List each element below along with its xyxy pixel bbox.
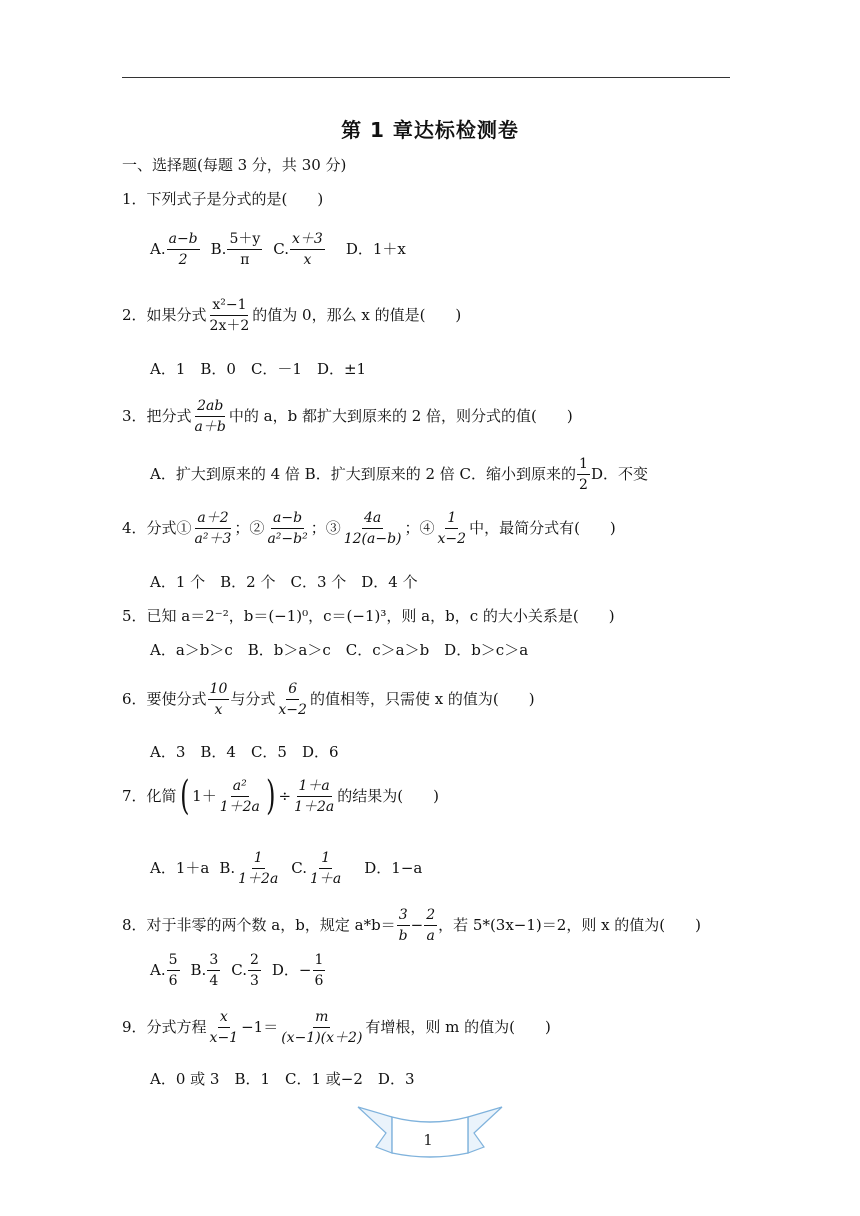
question-9-options: A．0 或 3 B．1 C．1 或−2 D．3	[150, 1070, 415, 1088]
denominator: a²−b²	[267, 531, 308, 547]
fraction-4	[436, 511, 469, 546]
option-c-label: C.	[273, 240, 289, 258]
question-2-fraction	[208, 298, 252, 333]
question-7-suffix: 的结果为( )	[337, 786, 439, 805]
section-heading: 一、选择题(每题 3 分，共 30 分)	[122, 156, 347, 174]
option-a-label: A.	[150, 961, 166, 979]
question-9-suffix: 有增根，则 m 的值为( )	[365, 1018, 551, 1036]
question-2-stem	[122, 298, 461, 333]
denominator: x	[214, 702, 223, 718]
fraction-2	[265, 511, 309, 546]
numerator: 1＋a	[297, 779, 332, 797]
option-c-label: C.	[231, 961, 247, 979]
question-3-fraction	[193, 399, 228, 434]
option-b-label: B.	[219, 859, 236, 877]
question-2-suffix: 的值为 0，那么 x 的值是( )	[252, 306, 462, 324]
numerator: 4a	[362, 511, 383, 529]
question-8-suffix: ，若 5*(3x−1)＝2，则 x 的值为( )	[438, 916, 702, 934]
question-6-prefix: 6．要使分式	[122, 690, 207, 708]
question-5-stem: 5．已知 a＝2⁻²，b＝(−1)⁰，c＝(−1)³，则 a，b，c 的大小关系是( )	[122, 607, 615, 625]
option-a-fraction	[167, 232, 200, 267]
question-8-prefix: 8．对于非零的两个数 a，b，规定 a*b＝	[122, 916, 396, 934]
option-b-fraction	[227, 232, 262, 267]
outer-fraction	[292, 779, 336, 814]
denominator: b	[398, 928, 408, 944]
inner-term: 1＋	[192, 786, 217, 805]
numerator: 5	[167, 953, 180, 971]
option-c-fraction	[308, 851, 343, 886]
denominator: 6	[314, 973, 324, 989]
denominator: 1＋a	[310, 871, 342, 887]
numerator: a＋2	[195, 511, 230, 529]
fraction-1	[208, 1010, 241, 1045]
option-a: A．1＋a	[150, 859, 210, 877]
denominator: x	[303, 252, 312, 268]
numerator: 1	[313, 953, 326, 971]
option-d: D．不变	[590, 465, 648, 483]
denominator: x−2	[437, 531, 467, 547]
right-parenthesis: )	[265, 773, 276, 819]
question-3-options	[150, 457, 648, 492]
denominator: x−1	[209, 1030, 239, 1046]
question-1-stem: 1．下列式子是分式的是( )	[122, 190, 324, 208]
fraction-1	[208, 682, 230, 717]
denominator: π	[240, 252, 250, 268]
denominator: a	[426, 928, 435, 944]
option-c-fraction	[248, 953, 261, 988]
header-rule	[122, 77, 730, 78]
option-a-fraction	[167, 953, 180, 988]
denominator: 1＋2a	[219, 798, 260, 815]
denominator: (x−1)(x＋2)	[281, 1030, 363, 1046]
numerator: m	[313, 1010, 330, 1028]
question-4-suffix: 中，最简分式有( )	[469, 519, 616, 537]
denominator: x−2	[278, 702, 307, 718]
half-fraction	[577, 457, 590, 492]
option-c-fraction	[290, 232, 325, 267]
numerator: 2	[248, 953, 261, 971]
question-6-suffix: 的值相等，只需使 x 的值为( )	[309, 690, 535, 708]
fraction-2	[279, 1010, 364, 1045]
page-title: 第 1 章达标检测卷	[341, 118, 519, 142]
question-7-stem	[122, 773, 439, 819]
denominator: 4	[209, 973, 219, 989]
numerator: a−b	[271, 511, 304, 529]
numerator: 2ab	[195, 399, 225, 417]
denominator: 6	[168, 973, 178, 989]
question-3-suffix: 中的 a，b 都扩大到原来的 2 倍，则分式的值( )	[228, 407, 573, 425]
numerator: 10	[208, 682, 230, 700]
numerator: a²	[231, 779, 249, 797]
option-d-label: D．−	[271, 961, 312, 979]
denominator: 2	[579, 477, 588, 493]
option-d-fraction	[313, 953, 326, 988]
numerator: 1	[445, 511, 458, 529]
left-parenthesis: (	[179, 773, 190, 819]
numerator: 3	[397, 908, 410, 926]
denominator: 1＋2a	[294, 798, 335, 815]
question-3-prefix: 3．把分式	[122, 407, 192, 425]
question-9-middle: −1＝	[241, 1018, 279, 1036]
question-3-stem	[122, 399, 573, 434]
denominator: a＋b	[194, 419, 226, 435]
fraction-1	[193, 511, 234, 546]
separator: ；④	[404, 519, 435, 537]
divide-sign: ÷	[278, 786, 292, 805]
question-2-options: A．1 B．0 C．－1 D．±1	[150, 360, 367, 378]
option-c-label: C.	[291, 859, 308, 877]
numerator: 1	[252, 851, 265, 869]
numerator: 5＋y	[227, 232, 262, 250]
question-4-options: A．1 个 B．2 个 C．3 个 D．4 个	[150, 573, 418, 591]
question-9-prefix: 9．分式方程	[122, 1018, 207, 1036]
separator: ；②	[234, 519, 265, 537]
option-d: D．1−a	[364, 859, 423, 877]
question-8-stem	[122, 908, 701, 943]
numerator: 2	[424, 908, 437, 926]
numerator: 1	[319, 851, 332, 869]
question-7-prefix: 7．化简	[122, 786, 177, 805]
denominator: 12(a−b)	[343, 531, 402, 547]
question-8-options	[150, 953, 326, 988]
denominator: a²＋3	[194, 531, 232, 547]
denominator: 1＋2a	[238, 871, 279, 887]
fraction-2	[424, 908, 437, 943]
question-9-stem	[122, 1010, 551, 1045]
fraction-3	[342, 511, 404, 546]
question-4-prefix: 4．分式①	[122, 519, 192, 537]
denominator: 2x＋2	[209, 318, 250, 334]
numerator: 3	[207, 953, 220, 971]
minus-sign: −	[410, 916, 424, 934]
option-b-label: B.	[210, 240, 227, 258]
fraction-1	[397, 908, 410, 943]
numerator: 6	[286, 682, 299, 700]
inner-fraction	[218, 779, 262, 814]
numerator: x	[218, 1010, 230, 1028]
separator: ；③	[310, 519, 341, 537]
option-d: D．1＋x	[345, 240, 406, 258]
fraction-2	[276, 682, 309, 717]
denominator: 2	[178, 252, 188, 268]
numerator: x²−1	[210, 298, 248, 316]
question-6-middle: 与分式	[230, 690, 276, 708]
question-4-stem	[122, 511, 616, 546]
question-5-options: A．a＞b＞c B．b＞a＞c C．c＞a＞b D．b＞c＞a	[150, 641, 529, 659]
numerator: a−b	[167, 232, 200, 250]
numerator: 1	[577, 457, 590, 475]
question-6-options: A．3 B．4 C．5 D．6	[150, 743, 339, 761]
denominator: 3	[249, 973, 259, 989]
page-number: 1	[423, 1131, 433, 1149]
question-7-options	[150, 851, 422, 886]
option-b-label: B.	[190, 961, 207, 979]
question-6-stem	[122, 682, 535, 717]
question-1-options	[150, 232, 406, 267]
option-b-fraction	[236, 851, 280, 886]
option-a-label: A.	[150, 240, 166, 258]
question-3-options-text: A．扩大到原来的 4 倍 B．扩大到原来的 2 倍 C．缩小到原来的	[150, 465, 577, 483]
option-b-fraction	[207, 953, 220, 988]
numerator: x＋3	[290, 232, 325, 250]
question-2-prefix: 2．如果分式	[122, 306, 207, 324]
